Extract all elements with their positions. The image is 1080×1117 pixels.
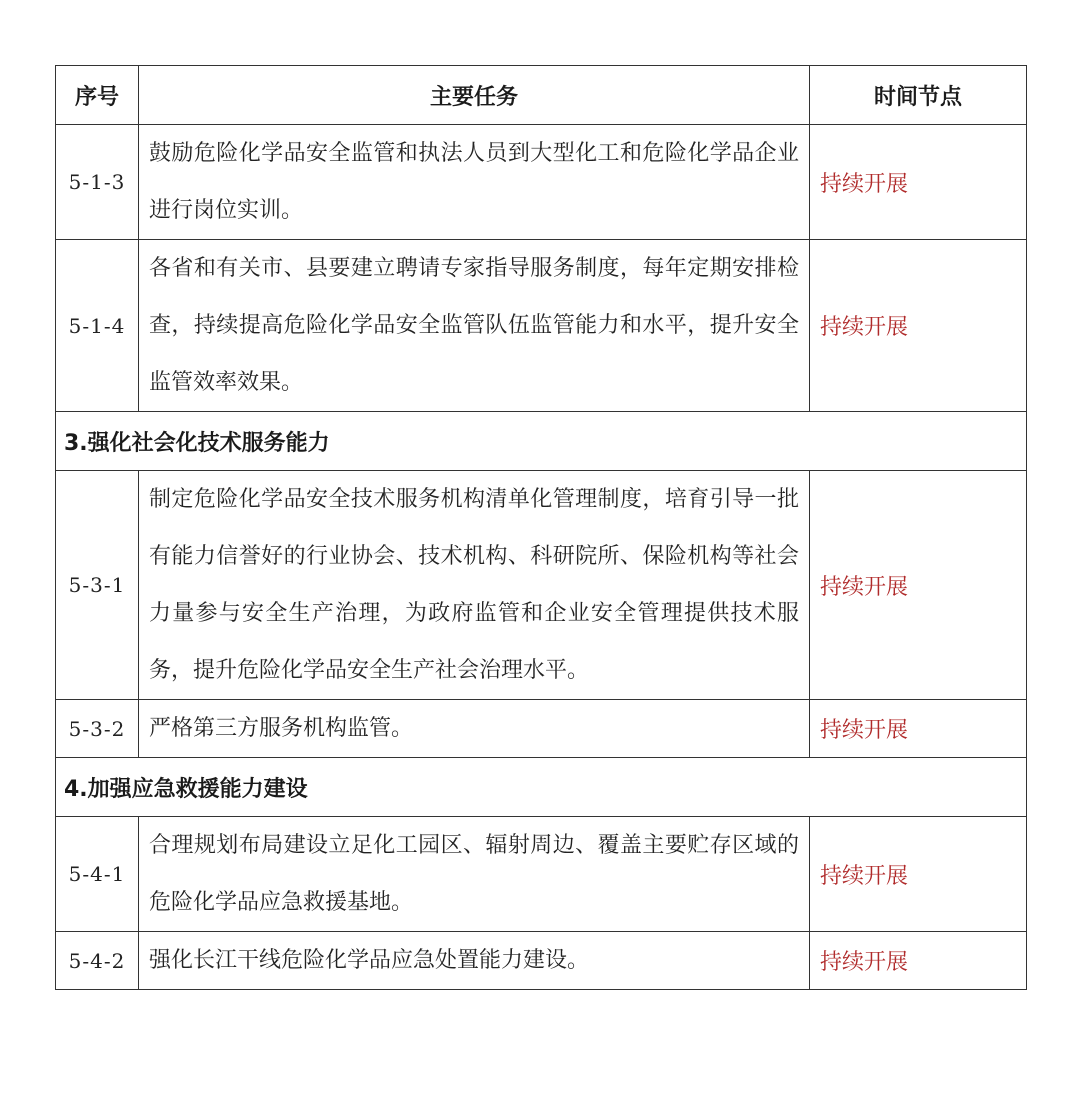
table-row xyxy=(56,471,1027,700)
row-id: 5-4-1 xyxy=(56,817,139,932)
header-task: 主要任务 xyxy=(139,66,810,125)
row-task: 严格第三方服务机构监管。 xyxy=(139,700,810,758)
header-id: 序号 xyxy=(56,66,139,125)
row-id: 5-1-4 xyxy=(56,240,139,412)
row-time: 持续开展 xyxy=(810,125,1027,240)
row-time: 持续开展 xyxy=(810,471,1027,700)
table-row xyxy=(56,817,1027,932)
section-row xyxy=(56,758,1027,817)
row-task: 各省和有关市、县要建立聘请专家指导服务制度，每年定期安排检查，持续提高危险化学品安全监管队伍监管能力和水平，提升安全监管效率效果。 xyxy=(139,240,810,412)
row-id: 5-4-2 xyxy=(56,932,139,990)
task-table xyxy=(55,65,1027,990)
row-task: 强化长江干线危险化学品应急处置能力建设。 xyxy=(139,932,810,990)
row-task: 制定危险化学品安全技术服务机构清单化管理制度，培育引导一批有能力信誉好的行业协会、技术机构、科研院所、保险机构等社会力量参与安全生产治理，为政府监管和企业安全管理提供技术服务，提升危险化学品安全生产社会治理水平。 xyxy=(139,471,810,700)
row-task: 鼓励危险化学品安全监管和执法人员到大型化工和危险化学品企业进行岗位实训。 xyxy=(139,125,810,240)
row-id: 5-3-1 xyxy=(56,471,139,700)
row-id: 5-1-3 xyxy=(56,125,139,240)
table-row xyxy=(56,700,1027,758)
table-header-row xyxy=(56,66,1027,125)
row-time: 持续开展 xyxy=(810,817,1027,932)
header-time: 时间节点 xyxy=(810,66,1027,125)
row-id: 5-3-2 xyxy=(56,700,139,758)
section-row xyxy=(56,412,1027,471)
section-title: 4.加强应急救援能力建设 xyxy=(56,758,1027,817)
table-row xyxy=(56,125,1027,240)
row-task: 合理规划布局建设立足化工园区、辐射周边、覆盖主要贮存区域的危险化学品应急救援基地。 xyxy=(139,817,810,932)
row-time: 持续开展 xyxy=(810,700,1027,758)
row-time: 持续开展 xyxy=(810,240,1027,412)
row-time: 持续开展 xyxy=(810,932,1027,990)
section-title: 3.强化社会化技术服务能力 xyxy=(56,412,1027,471)
table-row xyxy=(56,932,1027,990)
table-row xyxy=(56,240,1027,412)
